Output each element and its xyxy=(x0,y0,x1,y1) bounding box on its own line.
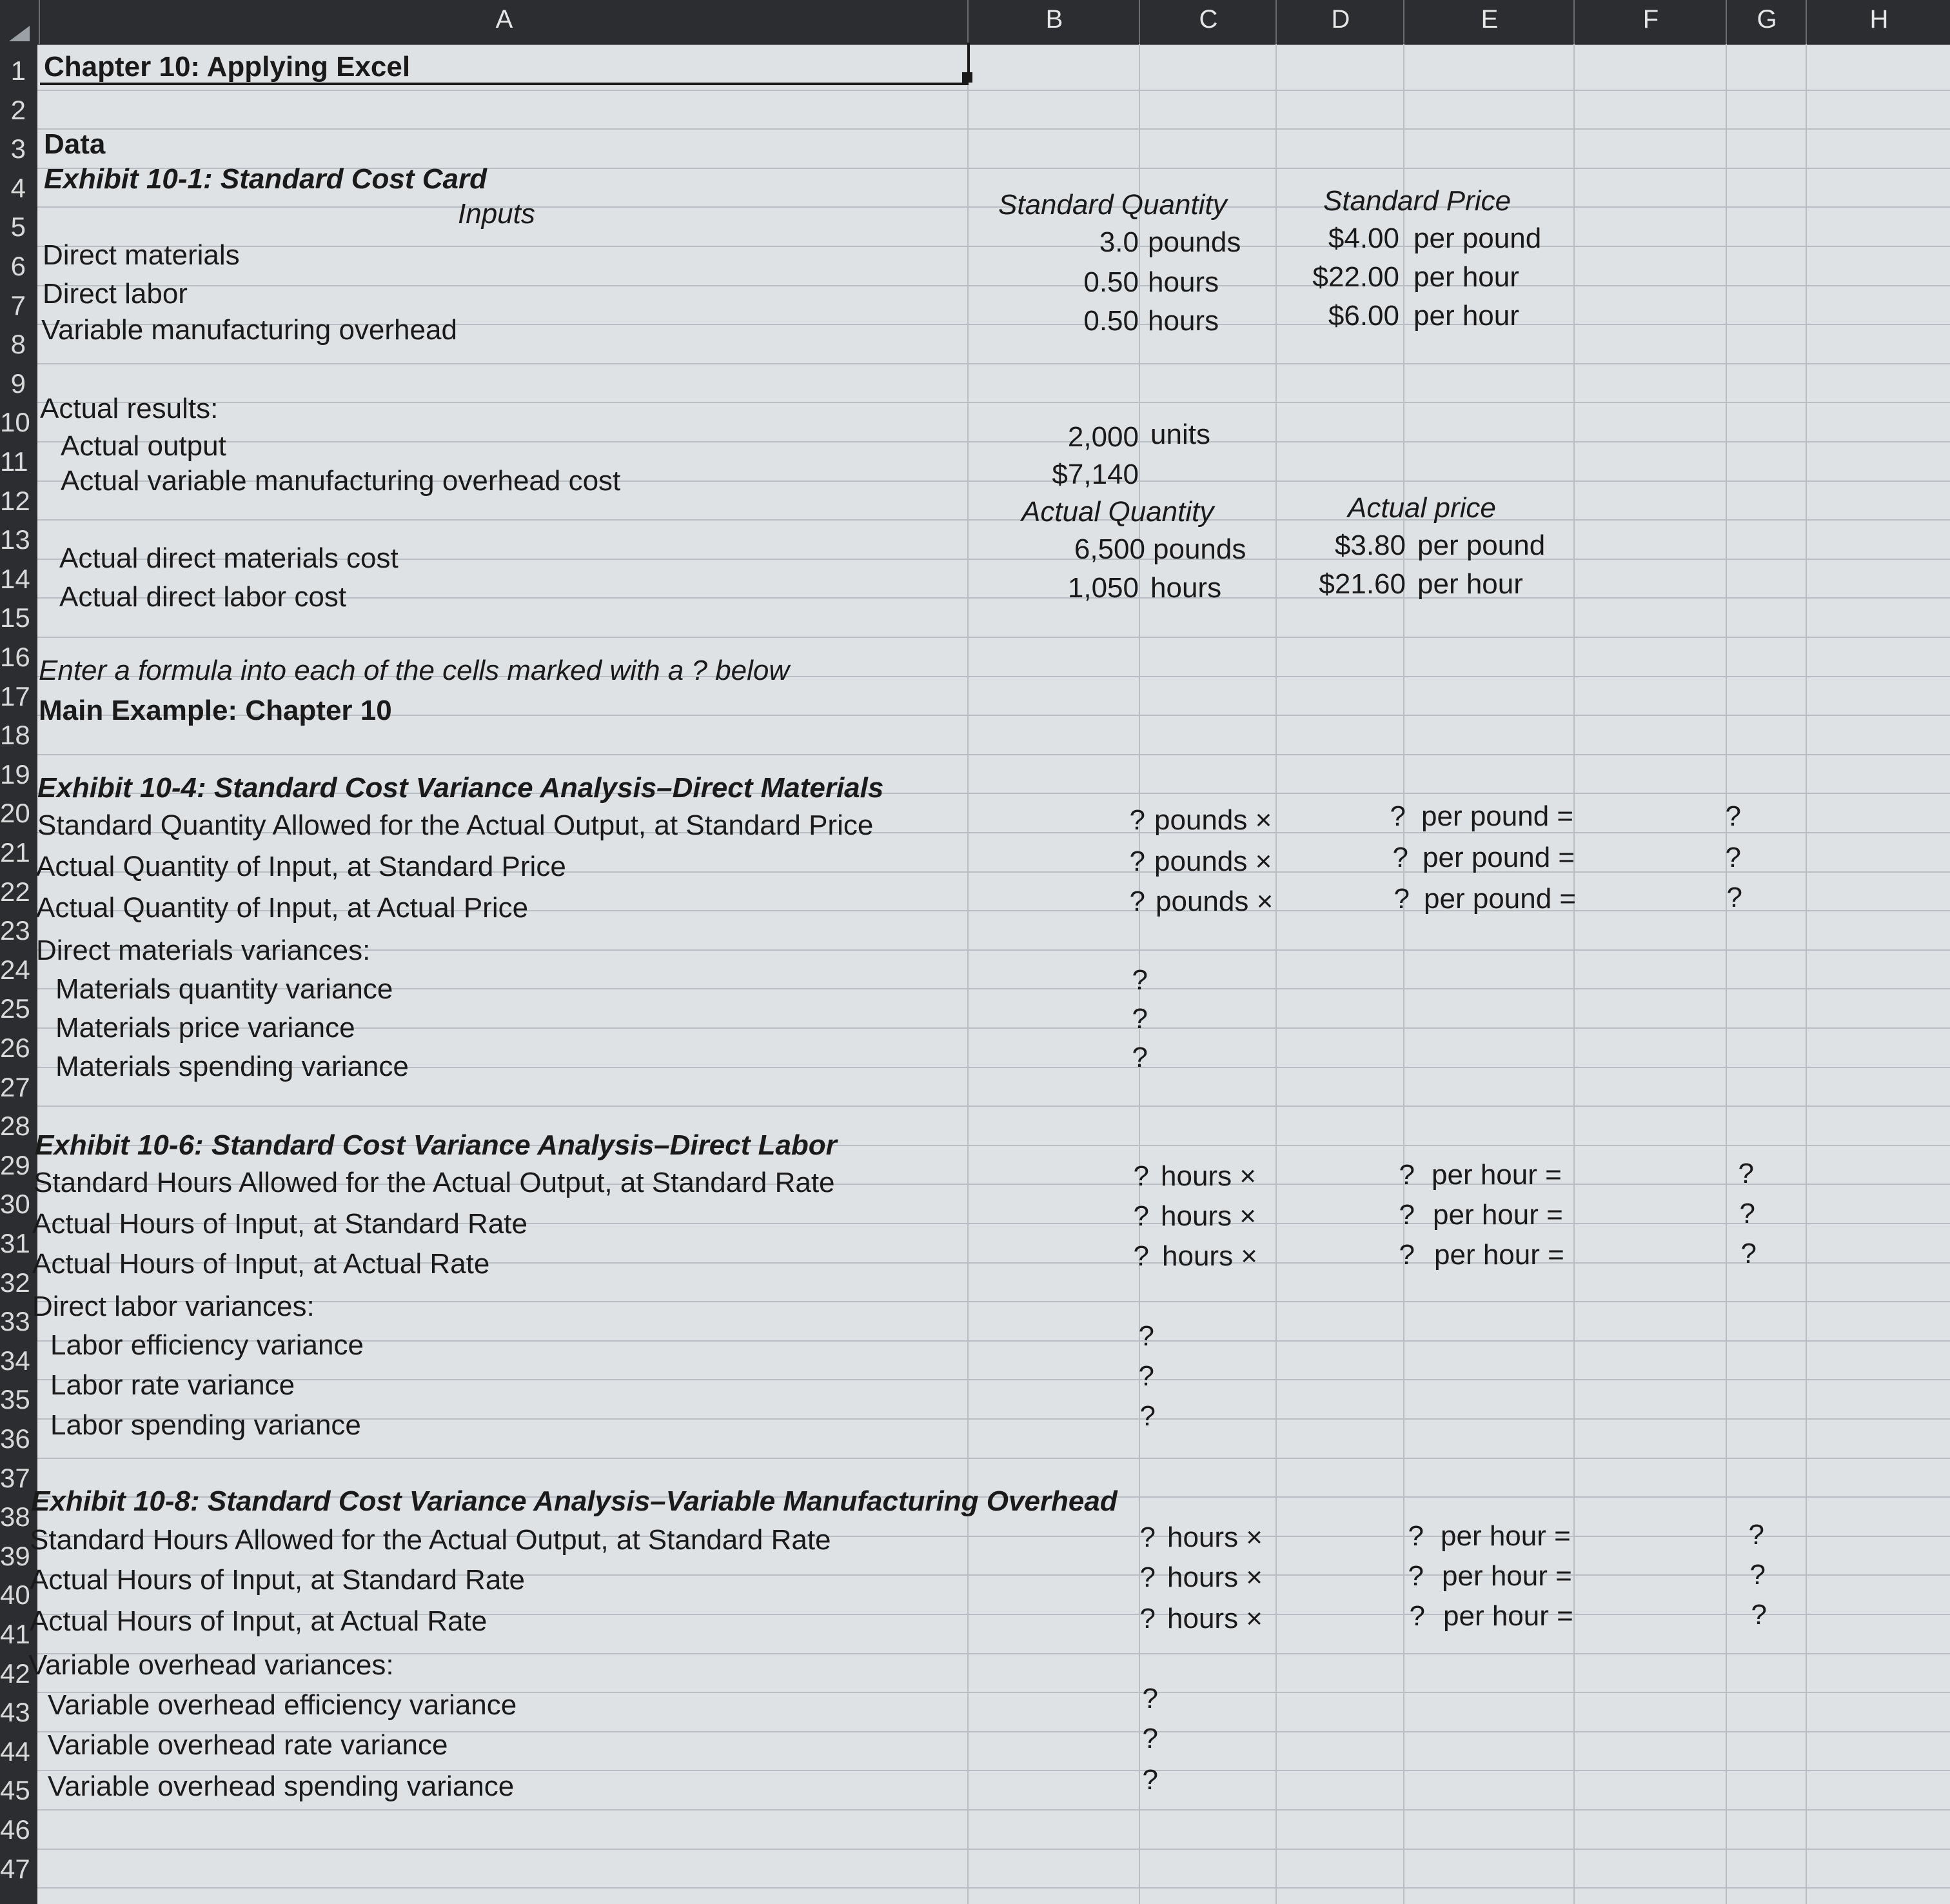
cell-c22[interactable]: pounds × xyxy=(1154,846,1272,877)
cell-a42[interactable]: Variable overhead variances: xyxy=(28,1649,394,1681)
cell-a1-title[interactable]: Chapter 10: Applying Excel xyxy=(44,51,411,83)
cell-a35[interactable]: Labor rate variance xyxy=(50,1369,295,1401)
cell-b39[interactable]: ? xyxy=(1139,1522,1156,1553)
cell-b27[interactable]: ? xyxy=(1132,1042,1148,1073)
cell-a21[interactable]: Standard Quantity Allowed for the Actual Output, at Standard Price xyxy=(37,809,874,841)
cell-a31[interactable]: Actual Hours of Input, at Standard Rate xyxy=(32,1208,528,1240)
cell-c8[interactable]: hours xyxy=(1148,305,1219,337)
column-header-h[interactable]: H xyxy=(1806,0,1950,44)
cell-d32[interactable]: ? xyxy=(1399,1239,1415,1271)
cell-d5-std-price[interactable]: Standard Price xyxy=(1323,185,1512,217)
row-header-45[interactable]: 45 xyxy=(0,1775,30,1805)
cell-g23[interactable]: ? xyxy=(1726,882,1742,913)
cell-b40[interactable]: ? xyxy=(1139,1562,1156,1593)
row-header-10[interactable]: 10 xyxy=(0,407,30,437)
cell-a45[interactable]: Variable overhead spending variance xyxy=(48,1770,515,1802)
cell-b11[interactable]: 2,000 xyxy=(1067,421,1139,453)
cell-b22[interactable]: ? xyxy=(1129,846,1145,877)
gridline xyxy=(37,128,1950,130)
cell-b14[interactable]: 6,500 xyxy=(1074,533,1145,565)
cell-c21[interactable]: pounds × xyxy=(1154,804,1272,836)
cell-a5-inputs[interactable]: Inputs xyxy=(458,198,535,230)
cell-a4-exhibit[interactable]: Exhibit 10-1: Standard Cost Card xyxy=(44,163,488,195)
cell-b8[interactable]: 0.50 xyxy=(1083,305,1139,337)
cell-a3-data[interactable]: Data xyxy=(44,128,106,160)
column-header-b[interactable]: B xyxy=(967,0,1140,44)
cell-d14[interactable]: $3.80 xyxy=(1334,530,1406,561)
row-header-14[interactable]: 14 xyxy=(0,564,30,594)
cell-c40[interactable]: hours × xyxy=(1167,1562,1263,1593)
row-header-3[interactable]: 3 xyxy=(10,134,26,164)
cell-g22[interactable]: ? xyxy=(1725,842,1741,873)
cell-c15[interactable]: hours xyxy=(1150,572,1222,604)
gridline xyxy=(37,1458,1950,1459)
cell-g21[interactable]: ? xyxy=(1725,800,1741,832)
row-header-46[interactable]: 46 xyxy=(0,1814,30,1845)
cell-c6[interactable]: pounds xyxy=(1148,226,1241,258)
gridline xyxy=(37,90,1950,91)
cell-a36[interactable]: Labor spending variance xyxy=(50,1409,361,1441)
gridline xyxy=(37,519,1950,521)
row-header-39[interactable]: 39 xyxy=(0,1541,30,1571)
cell-e30[interactable]: per hour = xyxy=(1432,1159,1562,1191)
gridline xyxy=(37,441,1950,442)
column-header-c[interactable]: C xyxy=(1139,0,1277,44)
cell-d31[interactable]: ? xyxy=(1399,1199,1415,1231)
row-header-15[interactable]: 15 xyxy=(0,602,30,633)
row-header-38[interactable]: 38 xyxy=(0,1502,30,1532)
row-header-31[interactable]: 31 xyxy=(0,1228,30,1258)
cell-a29-dl-exhibit[interactable]: Exhibit 10-6: Standard Cost Variance Analysis–Direct Labor xyxy=(35,1129,837,1161)
cell-d8[interactable]: $6.00 xyxy=(1328,300,1399,332)
cell-b44[interactable]: ? xyxy=(1142,1723,1158,1754)
cell-c41[interactable]: hours × xyxy=(1167,1603,1263,1634)
cell-b21[interactable]: ? xyxy=(1129,804,1145,836)
row-header-20[interactable]: 20 xyxy=(0,798,30,828)
cell-a41[interactable]: Actual Hours of Input, at Actual Rate xyxy=(30,1605,488,1637)
gridline xyxy=(37,754,1950,755)
cell-b26[interactable]: ? xyxy=(1132,1003,1148,1035)
row-header-32[interactable]: 32 xyxy=(0,1267,30,1298)
cell-d41[interactable]: ? xyxy=(1409,1600,1425,1632)
cell-c39[interactable]: hours × xyxy=(1167,1522,1263,1553)
cell-b6[interactable]: 3.0 xyxy=(1099,226,1139,258)
cell-a8[interactable]: Variable manufacturing overhead xyxy=(41,314,457,346)
gridline xyxy=(37,363,1950,364)
row-header-4[interactable]: 4 xyxy=(10,173,26,203)
cell-a23[interactable]: Actual Quantity of Input, at Actual Price xyxy=(36,892,529,924)
cell-a25[interactable]: Materials quantity variance xyxy=(55,973,393,1005)
cell-c31[interactable]: hours × xyxy=(1161,1200,1256,1232)
cell-g39[interactable]: ? xyxy=(1748,1519,1764,1551)
row-header-9[interactable]: 9 xyxy=(10,368,26,399)
cell-b32[interactable]: ? xyxy=(1133,1240,1149,1272)
fill-handle[interactable] xyxy=(962,72,972,83)
gridline xyxy=(1806,44,1807,1904)
cell-e8[interactable]: per hour xyxy=(1413,300,1519,332)
cell-d23[interactable]: ? xyxy=(1394,883,1410,915)
cell-b36[interactable]: ? xyxy=(1139,1400,1156,1432)
gridline xyxy=(37,1887,1950,1889)
cell-d40[interactable]: ? xyxy=(1408,1560,1424,1592)
row-header-13[interactable]: 13 xyxy=(0,524,30,555)
gridline xyxy=(37,206,1950,208)
gridline xyxy=(37,637,1950,638)
cell-a26[interactable]: Materials price variance xyxy=(55,1012,355,1044)
cell-a12[interactable]: Actual variable manufacturing overhead cost xyxy=(61,465,621,497)
row-header-27[interactable]: 27 xyxy=(0,1072,30,1102)
row-header-19[interactable]: 19 xyxy=(0,759,30,789)
cell-a11[interactable]: Actual output xyxy=(61,430,226,462)
cell-a22[interactable]: Actual Quantity of Input, at Standard Price xyxy=(36,851,566,882)
row-header-5[interactable]: 5 xyxy=(10,212,26,242)
row-header-17[interactable]: 17 xyxy=(0,681,30,711)
gridline xyxy=(37,1809,1950,1810)
cell-e15[interactable]: per hour xyxy=(1417,568,1523,600)
row-header-18[interactable]: 18 xyxy=(0,720,30,750)
gridline xyxy=(37,1106,1950,1107)
cell-b31[interactable]: ? xyxy=(1133,1200,1149,1232)
selected-cell-border xyxy=(40,83,969,85)
row-header-12[interactable]: 12 xyxy=(0,486,30,516)
cell-a43[interactable]: Variable overhead efficiency variance xyxy=(48,1689,517,1721)
cell-d7[interactable]: $22.00 xyxy=(1312,261,1399,293)
cell-a27[interactable]: Materials spending variance xyxy=(55,1051,409,1082)
cell-d39[interactable]: ? xyxy=(1408,1520,1424,1552)
cell-d22[interactable]: ? xyxy=(1392,842,1408,873)
cell-a10-actual-results[interactable]: Actual results: xyxy=(40,393,219,424)
row-header-16[interactable]: 16 xyxy=(0,642,30,672)
cell-a33[interactable]: Direct labor variances: xyxy=(32,1291,315,1322)
cell-g40[interactable]: ? xyxy=(1749,1559,1766,1591)
row-header-44[interactable]: 44 xyxy=(0,1736,30,1767)
cell-g41[interactable]: ? xyxy=(1751,1599,1767,1631)
gridline xyxy=(37,1301,1950,1302)
cell-b45[interactable]: ? xyxy=(1142,1764,1158,1796)
row-header-8[interactable]: 8 xyxy=(10,329,26,359)
cell-b12[interactable]: $7,140 xyxy=(1052,459,1139,490)
cell-a38-voh-exhibit[interactable]: Exhibit 10-8: Standard Cost Variance Analysis–Variable Manufacturing Overhead xyxy=(31,1485,1118,1517)
cell-c14[interactable]: pounds xyxy=(1153,533,1246,565)
cell-b30[interactable]: ? xyxy=(1133,1160,1149,1192)
column-header-f[interactable]: F xyxy=(1573,0,1727,44)
column-header-e[interactable]: E xyxy=(1403,0,1575,44)
cell-g30[interactable]: ? xyxy=(1738,1158,1754,1189)
row-header-24[interactable]: 24 xyxy=(0,955,30,985)
cell-e39[interactable]: per hour = xyxy=(1441,1520,1571,1552)
row-header-22[interactable]: 22 xyxy=(0,877,30,907)
cell-e22[interactable]: per pound = xyxy=(1423,842,1575,873)
cell-e7[interactable]: per hour xyxy=(1413,261,1519,293)
cell-d13-actual-price[interactable]: Actual price xyxy=(1348,492,1496,524)
cell-e14[interactable]: per pound xyxy=(1417,530,1546,561)
gridline xyxy=(37,1379,1950,1380)
cell-b34[interactable]: ? xyxy=(1138,1320,1154,1352)
row-header-7[interactable]: 7 xyxy=(10,290,26,321)
row-header-35[interactable]: 35 xyxy=(0,1384,30,1414)
cell-d15[interactable]: $21.60 xyxy=(1319,568,1406,600)
cell-c32[interactable]: hours × xyxy=(1162,1240,1257,1272)
row-header-1[interactable]: 1 xyxy=(10,55,26,86)
cell-e32[interactable]: per hour = xyxy=(1434,1239,1564,1271)
row-header-6[interactable]: 6 xyxy=(10,251,26,281)
cell-b25[interactable]: ? xyxy=(1132,964,1148,996)
row-header-29[interactable]: 29 xyxy=(0,1150,30,1180)
row-header-42[interactable]: 42 xyxy=(0,1658,30,1689)
cell-e40[interactable]: per hour = xyxy=(1442,1560,1572,1592)
cell-c23[interactable]: pounds × xyxy=(1156,886,1274,917)
column-header-g[interactable]: G xyxy=(1726,0,1807,44)
cell-b7[interactable]: 0.50 xyxy=(1083,266,1139,298)
cell-a40[interactable]: Actual Hours of Input, at Standard Rate xyxy=(30,1564,526,1596)
row-header-30[interactable]: 30 xyxy=(0,1189,30,1219)
cell-g32[interactable]: ? xyxy=(1740,1238,1757,1269)
cell-a6[interactable]: Direct materials xyxy=(43,239,240,271)
cell-e31[interactable]: per hour = xyxy=(1433,1199,1563,1231)
cell-d6[interactable]: $4.00 xyxy=(1328,223,1399,254)
cell-a18-main-example[interactable]: Main Example: Chapter 10 xyxy=(39,695,392,726)
row-header-33[interactable]: 33 xyxy=(0,1306,30,1336)
cell-a14[interactable]: Actual direct materials cost xyxy=(59,542,399,574)
cell-a44[interactable]: Variable overhead rate variance xyxy=(48,1729,448,1761)
cell-a32[interactable]: Actual Hours of Input, at Actual Rate xyxy=(32,1248,490,1280)
gridline xyxy=(37,402,1950,403)
cell-g31[interactable]: ? xyxy=(1739,1198,1755,1229)
row-header-36[interactable]: 36 xyxy=(0,1423,30,1454)
cell-b35[interactable]: ? xyxy=(1138,1360,1154,1392)
gridline xyxy=(37,246,1950,247)
cell-b43[interactable]: ? xyxy=(1142,1683,1158,1714)
cell-a30[interactable]: Standard Hours Allowed for the Actual Output, at Standard Rate xyxy=(34,1167,835,1198)
cell-b13-actual-qty[interactable]: Actual Quantity xyxy=(1021,496,1214,528)
cell-d30[interactable]: ? xyxy=(1399,1159,1415,1191)
cell-a34[interactable]: Labor efficiency variance xyxy=(50,1329,364,1361)
row-header-26[interactable]: 26 xyxy=(0,1033,30,1063)
gridline xyxy=(1573,44,1575,1904)
cell-c7[interactable]: hours xyxy=(1148,266,1219,298)
row-header-47[interactable]: 47 xyxy=(0,1854,30,1884)
cell-a7[interactable]: Direct labor xyxy=(43,278,188,310)
cell-c30[interactable]: hours × xyxy=(1161,1160,1256,1192)
row-header-23[interactable]: 23 xyxy=(0,915,30,946)
row-header-41[interactable]: 41 xyxy=(0,1619,30,1649)
row-header-11[interactable]: 11 xyxy=(0,446,28,477)
row-header-37[interactable]: 37 xyxy=(0,1463,30,1493)
cell-a39[interactable]: Standard Hours Allowed for the Actual Output, at Standard Rate xyxy=(30,1524,831,1556)
gridline xyxy=(967,44,969,1904)
row-header-25[interactable]: 25 xyxy=(0,993,30,1024)
row-header-2[interactable]: 2 xyxy=(10,95,26,125)
cell-b41[interactable]: ? xyxy=(1139,1603,1156,1634)
cell-b5-std-qty[interactable]: Standard Quantity xyxy=(998,189,1227,221)
cell-c11[interactable]: units xyxy=(1150,419,1210,450)
cell-e23[interactable]: per pound = xyxy=(1424,883,1577,915)
select-all-corner[interactable] xyxy=(0,0,39,44)
cell-e41[interactable]: per hour = xyxy=(1443,1600,1573,1632)
cell-a20-dm-exhibit[interactable]: Exhibit 10-4: Standard Cost Variance Analysis–Direct Materials xyxy=(37,772,884,804)
row-header-28[interactable]: 28 xyxy=(0,1111,30,1141)
gridline xyxy=(37,1849,1950,1850)
cell-b15[interactable]: 1,050 xyxy=(1067,572,1139,604)
row-header-40[interactable]: 40 xyxy=(0,1580,30,1610)
cell-a17-instructions[interactable]: Enter a formula into each of the cells marked with a ? below xyxy=(39,655,790,686)
cell-e6[interactable]: per pound xyxy=(1413,223,1542,254)
cell-a24[interactable]: Direct materials variances: xyxy=(36,935,371,966)
gridline xyxy=(37,285,1950,286)
column-header-a[interactable]: A xyxy=(39,0,969,44)
row-header-34[interactable]: 34 xyxy=(0,1345,30,1376)
row-header-43[interactable]: 43 xyxy=(0,1697,30,1727)
select-all-icon xyxy=(9,26,30,41)
cell-e21[interactable]: per pound = xyxy=(1421,800,1574,832)
cell-a15[interactable]: Actual direct labor cost xyxy=(59,581,347,613)
cell-d21[interactable]: ? xyxy=(1390,800,1406,832)
cell-b23[interactable]: ? xyxy=(1129,886,1145,917)
gridline xyxy=(1275,44,1277,1904)
column-header-d[interactable]: D xyxy=(1275,0,1404,44)
row-header-21[interactable]: 21 xyxy=(0,837,30,868)
